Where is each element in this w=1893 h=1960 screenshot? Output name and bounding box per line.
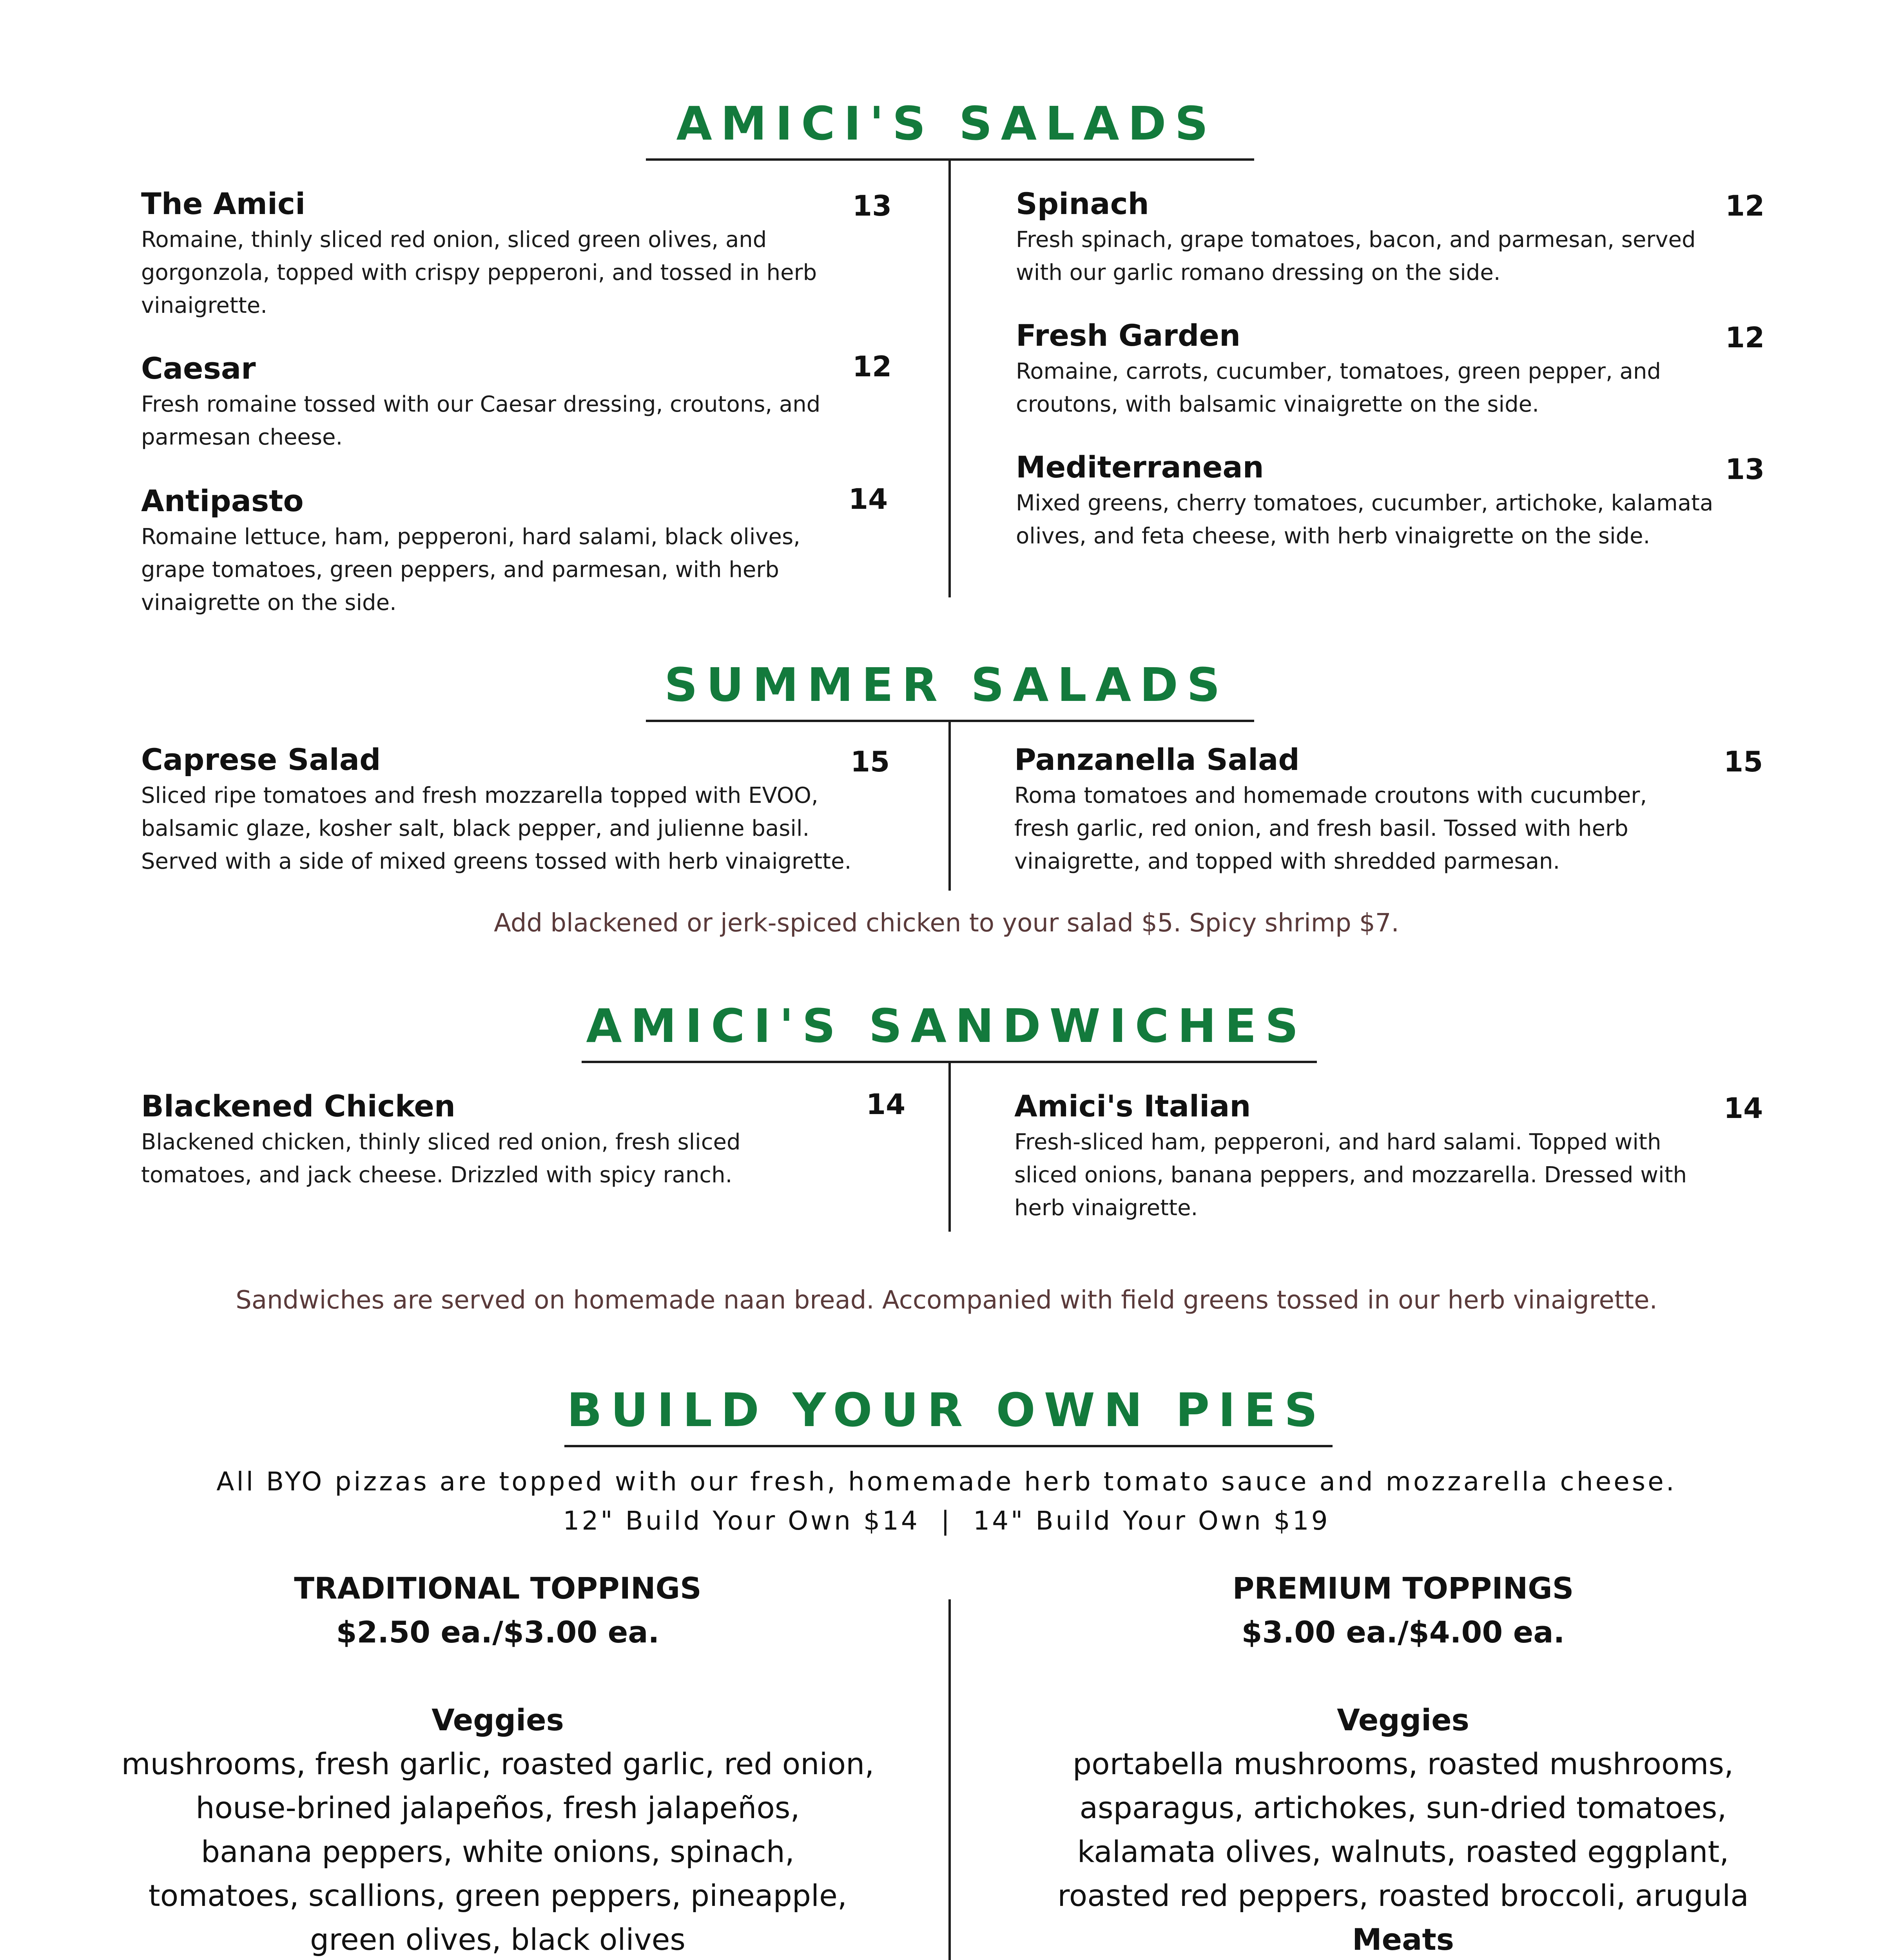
- menu-item-caesar: [141, 349, 892, 454]
- item-desc: Romaine lettuce, ham, pepperoni, hard salami, black olives, grape tomatoes, green peppers, and parmesan, with herb vinaigrette on the side.: [141, 524, 800, 615]
- traditional-price: $2.50 ea./$3.00 ea.: [336, 1615, 660, 1650]
- menu-item-spinach: [1016, 184, 1765, 289]
- menu-item-mediterranean: [1016, 448, 1765, 553]
- menu-item-amicis-italian: [1014, 1087, 1763, 1225]
- summer-salads-divider: [948, 720, 951, 891]
- menu-item-blackened-chicken: [141, 1087, 909, 1192]
- item-desc: Sliced ripe tomatoes and fresh mozzarella topped with EVOO, balsamic glaze, kosher salt, black pepper, and julienne basil. Served with a side of mixed greens tossed with herb vinaigrette.: [141, 783, 852, 874]
- byo-intro: All BYO pizzas are topped with our fresh, homemade herb tomato sauce and mozzarella cheese.: [216, 1466, 1677, 1497]
- amici-salads-title: AMICI'S SALADS: [676, 96, 1217, 151]
- item-price: 14: [866, 1088, 906, 1121]
- item-price: 13: [1725, 453, 1765, 486]
- item-desc: Mixed greens, cherry tomatoes, cucumber, artichoke, kalamata olives, and feta cheese, with herb vinaigrette on the side.: [1016, 490, 1713, 549]
- item-price: 15: [1724, 745, 1763, 778]
- item-price: 12: [852, 350, 892, 383]
- sandwiches-divider: [948, 1061, 951, 1232]
- premium-veggies: portabella mushrooms, roasted mushrooms, asparagus, artichokes, sun-dried tomatoes, kalamata olives, walnuts, roasted eggplant, roasted red peppers, roasted broccoli, arugula: [1057, 1746, 1749, 1913]
- item-desc: Fresh-sliced ham, pepperoni, and hard salami. Topped with sliced onions, banana peppers, and mozzarella. Dressed with herb vinaigrette.: [1014, 1129, 1687, 1221]
- traditional-veggies-label: Veggies: [432, 1702, 564, 1737]
- menu-item-panzanella-salad: [1014, 740, 1763, 878]
- item-price: 15: [850, 745, 890, 778]
- item-desc: Fresh spinach, grape tomatoes, bacon, and parmesan, served with our garlic romano dressing on the side.: [1016, 227, 1696, 285]
- item-price: 13: [852, 189, 892, 222]
- item-desc: Romaine, thinly sliced red onion, sliced green olives, and gorgonzola, topped with crispy pepperoni, and tossed in herb vinaigrette.: [141, 227, 817, 318]
- item-desc: Blackened chicken, thinly sliced red onion, fresh sliced tomatoes, and jack cheese. Drizzled with spicy ranch.: [141, 1129, 741, 1188]
- item-name: Caesar: [141, 351, 256, 386]
- item-price: 12: [1725, 189, 1765, 222]
- premium-meats-label: Meats: [1352, 1922, 1454, 1957]
- amici-salads-divider: [948, 158, 951, 597]
- item-name: Spinach: [1016, 186, 1149, 221]
- item-desc: Roma tomatoes and homemade croutons with cucumber, fresh garlic, red onion, and fresh basil. Tossed with herb vinaigrette, and topped with shredded parmesan.: [1014, 783, 1647, 874]
- salad-add-on-note: Add blackened or jerk-spiced chicken to your salad $5. Spicy shrimp $7.: [494, 909, 1399, 938]
- traditional-heading: TRADITIONAL TOPPINGS: [294, 1571, 702, 1606]
- byo-sizes: 12" Build Your Own $14 | 14" Build Your Own $19: [563, 1506, 1330, 1536]
- premium-veggies-label: Veggies: [1337, 1702, 1469, 1737]
- menu-item-antipasto: [141, 481, 886, 619]
- summer-salads-title: SUMMER SALADS: [664, 658, 1229, 712]
- menu-item-the-amici: [141, 184, 892, 322]
- byo-rule: [564, 1445, 1333, 1447]
- item-name: The Amici: [141, 186, 306, 221]
- item-desc: Romaine, carrots, cucumber, tomatoes, green pepper, and croutons, with balsamic vinaigrette on the side.: [1016, 359, 1661, 417]
- byo-divider: [948, 1599, 951, 1960]
- sandwich-note: Sandwiches are served on homemade naan bread. Accompanied with field greens tossed in our herb vinaigrette.: [236, 1286, 1657, 1315]
- menu-item-caprese-salad: [141, 740, 890, 878]
- item-price: 14: [849, 483, 888, 515]
- byo-title: BUILD YOUR OWN PIES: [567, 1383, 1326, 1437]
- item-name: Panzanella Salad: [1014, 742, 1300, 777]
- item-price: 12: [1725, 321, 1765, 354]
- sandwiches-title: AMICI'S SANDWICHES: [586, 999, 1307, 1053]
- menu-item-fresh-garden: [1016, 316, 1765, 421]
- item-price: 14: [1724, 1092, 1763, 1125]
- premium-price: $3.00 ea./$4.00 ea.: [1241, 1615, 1565, 1650]
- traditional-toppings: [94, 1566, 901, 1960]
- traditional-veggies: mushrooms, fresh garlic, roasted garlic, red onion, house-brined jalapeños, fresh jalapeños, banana peppers, white onions, spinach, tomatoes, scallions, green peppers, pineapple, green olives, black olives: [121, 1746, 874, 1957]
- item-name: Blackened Chicken: [141, 1089, 456, 1123]
- item-desc: Fresh romaine tossed with our Caesar dressing, croutons, and parmesan cheese.: [141, 392, 821, 450]
- premium-heading: PREMIUM TOPPINGS: [1232, 1571, 1574, 1606]
- premium-toppings: [988, 1566, 1819, 1960]
- item-name: Amici's Italian: [1014, 1089, 1251, 1123]
- item-name: Mediterranean: [1016, 450, 1264, 485]
- item-name: Fresh Garden: [1016, 318, 1241, 353]
- item-name: Antipasto: [141, 483, 304, 518]
- item-name: Caprese Salad: [141, 742, 381, 777]
